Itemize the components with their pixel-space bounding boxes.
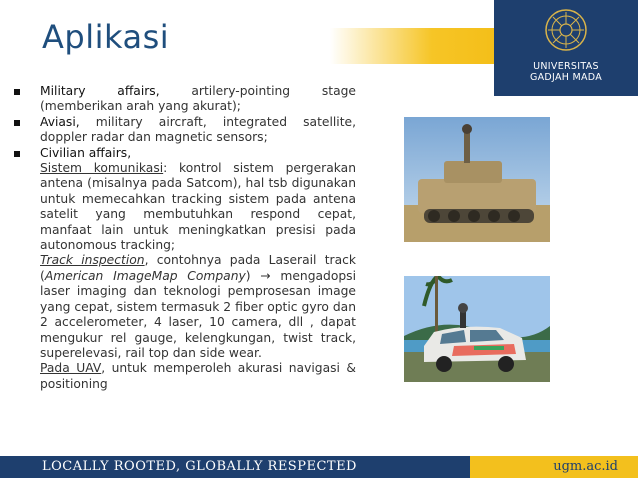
main-content (12, 84, 356, 392)
paragraph-text: , untuk memperoleh akurasi navigasi & positioning (40, 361, 356, 391)
header-gold-band (330, 28, 500, 64)
civilian-communication (12, 161, 356, 253)
footer-url[interactable]: ugm.ac.id (553, 459, 618, 474)
university-logo (494, 0, 638, 96)
bullet-aviasi (12, 115, 356, 146)
ugm-emblem-icon (544, 8, 588, 52)
bullet-square-icon (14, 151, 20, 157)
street-view-car-photo (404, 276, 550, 382)
bullet-square-icon (14, 89, 20, 95)
paragraph-text: , contohnya pada Laserail track ( (40, 253, 356, 283)
civilian-track-inspection (12, 253, 356, 361)
bullet-text: artilery-pointing stage (memberikan arah yang akurat); (40, 84, 356, 114)
link-track-inspection: Track inspection (40, 253, 145, 268)
bullet-text: military aircraft, integrated satellite, doppler radar dan magnetic sensors; (40, 114, 356, 145)
logo-line2: GADJAH MADA (529, 72, 603, 83)
bullet-lead: Aviasi, (40, 114, 80, 129)
footer-url-box (470, 456, 638, 478)
bullet-lead: Military affairs, (40, 84, 160, 98)
bullet-lead: Civilian affairs, (40, 145, 132, 160)
company-name: American ImageMap Company (44, 268, 246, 283)
bullet-military (12, 84, 356, 115)
university-name (494, 61, 638, 83)
footer-tagline: LOCALLY ROOTED, GLOBALLY RESPECTED (42, 459, 357, 474)
page-title: Aplikasi (42, 18, 170, 56)
bullet-civilian (12, 146, 356, 161)
link-sistem-komunikasi: Sistem komunikasi (40, 161, 164, 176)
civilian-uav (12, 361, 356, 392)
link-pada-uav: Pada UAV (40, 361, 102, 376)
logo-line1: UNIVERSITAS (533, 61, 599, 72)
footer-bar (0, 456, 638, 478)
paragraph-text: ) → mengadopsi laser imaging dan teknologi pemprosesan image yang cepat, sistem termasuk 2 fiber optic gyro dan 2 accelerometer, 4 laser, 10 camera, dll , dapat mengukur rel gauge, kelengkungan, twist track, superelevasi, rail top dan side wear. (40, 268, 356, 360)
bullet-square-icon (14, 120, 20, 126)
paragraph-text: : kontrol sistem pergerakan antena (misalnya pada Satcom), hal tsb digunakan untuk memecahkan tracking sistem pada antena satelit yang membutuhkan respond cepat, manfaat lain untuk meningkatkan presisi pada autonomous tracking; (40, 161, 357, 253)
military-vehicle-photo (404, 117, 550, 242)
